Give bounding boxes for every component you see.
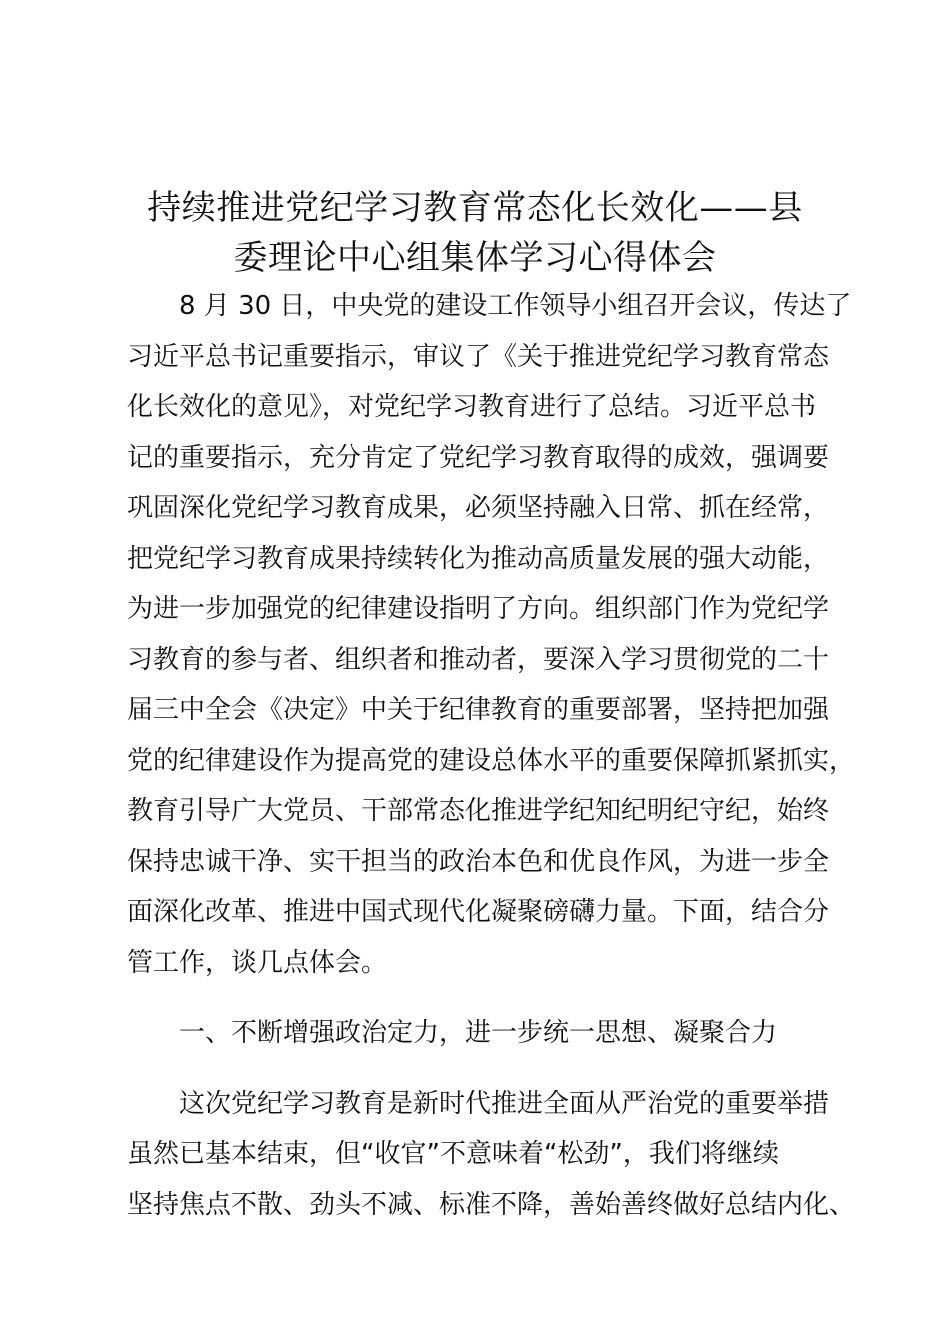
text-line: 保持忠诚干净、实干担当的政治本色和优良作风，为进一步全	[127, 846, 830, 877]
text-line: 面深化改革、推进中国式现代化凝聚磅礴力量。下面，结合分	[127, 897, 830, 927]
paragraph-gap	[127, 1059, 867, 1079]
text-line: 届三中全会《决定》中关于纪律教育的重要部署，坚持把加强	[127, 695, 830, 725]
text-line: 教育引导广大党员、干部常态化推进学纪知纪明纪守纪，始终	[127, 796, 830, 826]
paragraph-gap	[127, 988, 867, 1008]
paragraph-intro	[127, 281, 867, 988]
title-line: 持续推进党纪学习教育常态化长效化——县	[147, 188, 803, 228]
text-line: 虽然已基本结束，但“收官”不意味着“松劲”，我们将继续	[127, 1139, 779, 1169]
text-line: 习近平总书记重要指示，审议了《关于推进党纪学习教育常态	[127, 341, 830, 372]
text-line: 管工作，谈几点体会。	[127, 947, 388, 978]
document-title	[100, 183, 850, 283]
text-line: 习教育的参与者、组织者和推动者，要深入学习贯彻党的二十	[127, 644, 830, 675]
text-line: 记的重要指示，充分肯定了党纪学习教育取得的成效，强调要	[127, 442, 830, 473]
text-line: 为进一步加强党的纪律建设指明了方向。组织部门作为党纪学	[127, 594, 830, 624]
text-line: 巩固深化党纪学习教育成果，必须坚持融入日常、抓在经常，	[127, 493, 830, 523]
title-line: 委理论中心组集体学习心得体会	[233, 238, 717, 278]
document-body	[127, 281, 867, 1230]
paragraph-section1	[127, 1079, 867, 1231]
text-line: 坚持焦点不散、劲头不减、标准不降，善始善终做好总结内化、	[127, 1189, 856, 1220]
text-line: 这次党纪学习教育是新时代推进全面从严治党的重要举措	[179, 1088, 830, 1119]
section-heading: 一、不断增强政治定力，进一步统一思想、凝聚合力	[179, 1018, 778, 1048]
text-line: 把党纪学习教育成果持续转化为推动高质量发展的强大动能，	[127, 543, 830, 574]
text-line: 化长效化的意见》，对党纪学习教育进行了总结。习近平总书	[127, 392, 817, 422]
text-line: 8 月 30 日，中央党的建设工作领导小组召开会议，传达了	[179, 291, 852, 321]
text-line: 党的纪律建设作为提高党的建设总体水平的重要保障抓紧抓实，	[127, 745, 856, 776]
